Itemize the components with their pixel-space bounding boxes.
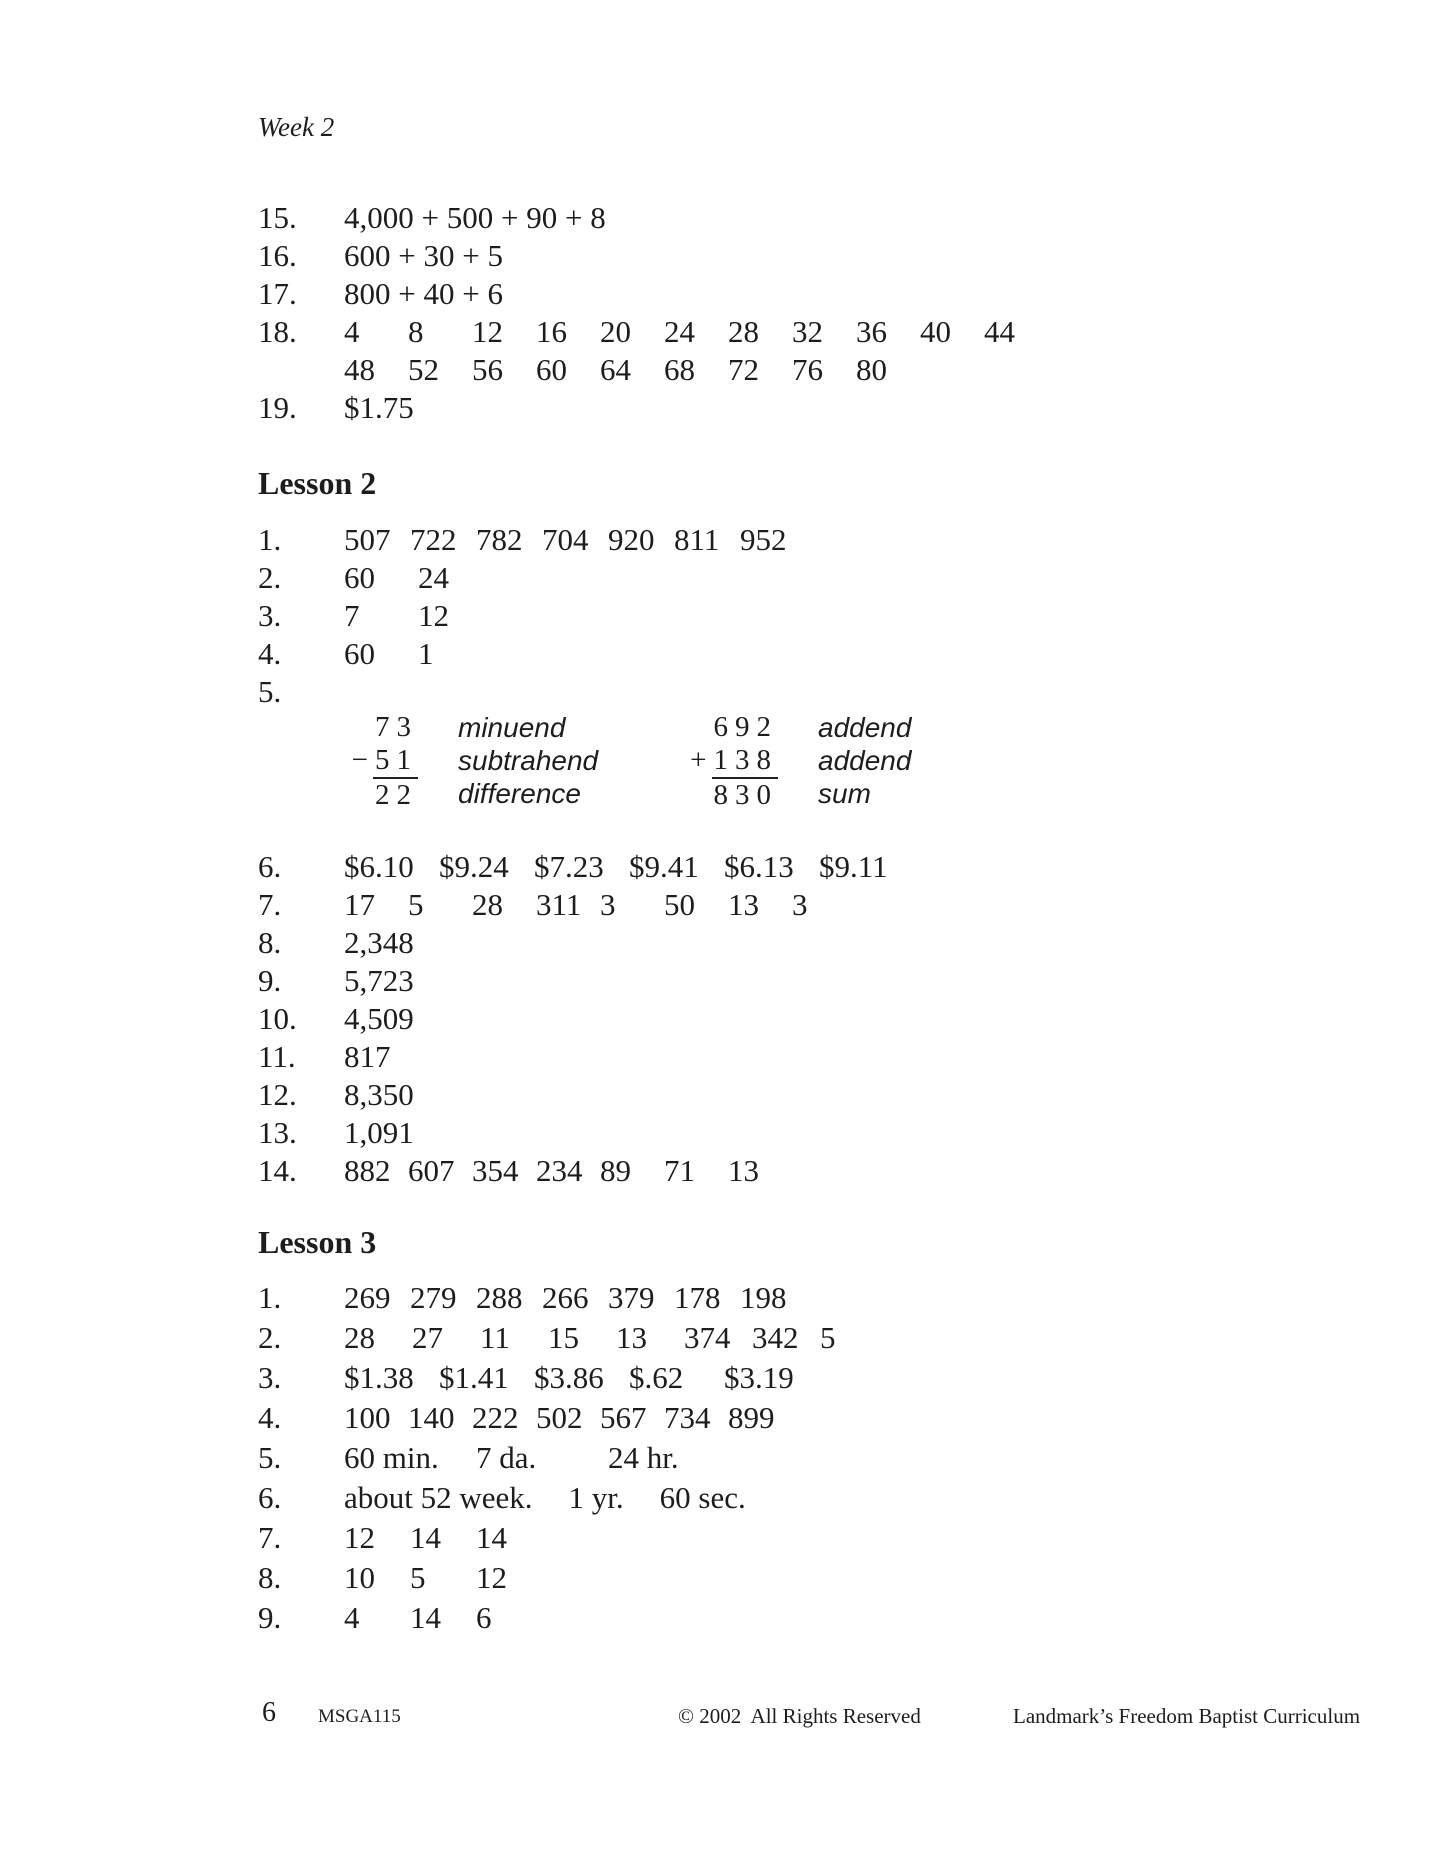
answer-value: 8 [408, 314, 424, 349]
answer-text: 5,723 [344, 963, 414, 998]
answer-item [258, 521, 1298, 559]
answer-value: 60 min. [344, 1440, 439, 1475]
answer-value: $.62 [629, 1360, 684, 1395]
answer-value: 502 [536, 1400, 583, 1435]
answer-item [258, 313, 1298, 389]
answer-value: 60 [344, 636, 375, 671]
answer-value: 952 [740, 522, 787, 557]
answer-item [258, 1076, 1298, 1114]
answer-value: 28 [728, 314, 759, 349]
answer-values [344, 1152, 792, 1190]
answer-value: 11 [480, 1320, 510, 1355]
answer-value: 40 [920, 314, 951, 349]
answer-value: $1.41 [439, 1360, 509, 1395]
answer-value: 12 [472, 314, 503, 349]
answer-value: $3.86 [534, 1360, 604, 1395]
answer-values [344, 1398, 792, 1438]
answer-value: 704 [542, 522, 589, 557]
answer-value: 13 [728, 887, 759, 922]
item-number: 4. [258, 1400, 282, 1435]
answer-value: $3.19 [724, 1360, 794, 1395]
item-number: 9. [258, 963, 282, 998]
answer-value: 567 [600, 1400, 647, 1435]
answer-values [344, 351, 1048, 389]
lesson-2-answer-list [258, 521, 1298, 1190]
answer-values [344, 313, 1048, 351]
answer-item [258, 1318, 1298, 1358]
answer-item [258, 635, 1298, 673]
answer-value: 379 [608, 1280, 655, 1315]
worked-problems [318, 711, 1298, 812]
answer-value: 14 [410, 1600, 441, 1635]
answer-value: $6.10 [344, 849, 414, 884]
answer-value: 7 [344, 598, 360, 633]
answer-item [258, 559, 1298, 597]
item-number: 1. [258, 1280, 282, 1315]
answer-value: 68 [664, 352, 695, 387]
minuend-label: minuend [458, 712, 566, 743]
item-number: 16. [258, 238, 297, 273]
answer-values [344, 886, 856, 924]
item-number: 17. [258, 276, 297, 311]
answer-item [258, 962, 1298, 1000]
item-number: 5. [258, 674, 282, 709]
answer-value: 15 [548, 1320, 579, 1355]
answer-value: 269 [344, 1280, 391, 1315]
answer-value: 24 [418, 560, 449, 595]
sequence-rows [344, 313, 1048, 389]
item-number: 7. [258, 1520, 282, 1555]
item-number: 8. [258, 925, 282, 960]
answer-values [344, 1598, 542, 1638]
answer-value: 140 [408, 1400, 455, 1435]
answer-item [258, 1038, 1298, 1076]
answer-item [258, 1358, 1298, 1398]
answer-text: 8,350 [344, 1077, 414, 1112]
answer-item [258, 237, 1298, 275]
answer-value: 60 [536, 352, 567, 387]
minuend-number: 73 [375, 711, 418, 743]
answer-values [344, 635, 492, 673]
answer-item [258, 1558, 1298, 1598]
item-number: 7. [258, 887, 282, 922]
answer-value: 288 [476, 1280, 523, 1315]
answer-value: 882 [344, 1153, 391, 1188]
answer-value: 24 [664, 314, 695, 349]
copyright-text: © 2002 All Rights Reserved [678, 1704, 921, 1728]
answer-value: $6.13 [724, 849, 794, 884]
answer-values [344, 597, 492, 635]
page-content [258, 0, 1298, 1638]
answer-value: 12 [418, 598, 449, 633]
answer-value: 20 [600, 314, 631, 349]
answer-item [258, 673, 1298, 711]
answer-item [258, 199, 1298, 237]
answer-value: $7.23 [534, 849, 604, 884]
answer-value: about 52 week. [344, 1480, 533, 1515]
answer-values [344, 1358, 819, 1398]
answer-value: 311 [536, 887, 582, 922]
answer-item [258, 1114, 1298, 1152]
answer-item [258, 1438, 1298, 1478]
answer-value: 222 [472, 1400, 519, 1435]
addend-label: addend [818, 745, 912, 776]
answer-value: 13 [616, 1320, 647, 1355]
answer-value: 920 [608, 522, 655, 557]
answer-values [344, 521, 806, 559]
page-number: 6 [262, 1697, 276, 1728]
answer-value: 100 [344, 1400, 391, 1435]
answer-text: 4,509 [344, 1001, 414, 1036]
week2-answer-list [258, 199, 1298, 427]
answer-value: $9.11 [819, 849, 888, 884]
item-number: 1. [258, 522, 282, 557]
answer-value: 14 [476, 1520, 507, 1555]
subtrahend-number: −51 [351, 744, 418, 776]
item-number: 13. [258, 1115, 297, 1150]
answer-values [344, 848, 914, 886]
item-number: 19. [258, 390, 297, 425]
answer-value: 722 [410, 522, 457, 557]
answer-value: 13 [728, 1153, 759, 1188]
answer-value: 27 [412, 1320, 443, 1355]
answer-values [344, 1438, 740, 1478]
answer-item [258, 1000, 1298, 1038]
answer-value: 89 [600, 1153, 631, 1188]
item-number: 14. [258, 1153, 297, 1188]
answer-text: 4,000 + 500 + 90 + 8 [344, 200, 606, 235]
item-number: 5. [258, 1440, 282, 1475]
answer-value: 50 [664, 887, 695, 922]
answer-item [258, 886, 1298, 924]
answer-value: 80 [856, 352, 887, 387]
answer-value: 198 [740, 1280, 787, 1315]
answer-value: 14 [410, 1520, 441, 1555]
answer-text: 2,348 [344, 925, 414, 960]
answer-item [258, 848, 1298, 886]
lesson-2-heading: Lesson 2 [258, 465, 377, 501]
answer-value: 782 [476, 522, 523, 557]
answer-value: 507 [344, 522, 391, 557]
sum-number: 830 [713, 779, 778, 811]
answer-value: 811 [674, 522, 720, 557]
answer-item [258, 1278, 1298, 1318]
sum-label: sum [818, 778, 871, 809]
item-number: 15. [258, 200, 297, 235]
lesson-3-heading: Lesson 3 [258, 1224, 377, 1260]
answer-value: $9.41 [629, 849, 699, 884]
item-number: 2. [258, 1320, 282, 1355]
subtrahend-label: subtrahend [458, 745, 599, 776]
answer-text: 800 + 40 + 6 [344, 276, 503, 311]
answer-value: 234 [536, 1153, 583, 1188]
answer-item [258, 924, 1298, 962]
answer-value: 52 [408, 352, 439, 387]
addition-problem [658, 711, 968, 812]
answer-value: 266 [542, 1280, 589, 1315]
answer-value: 28 [344, 1320, 375, 1355]
answer-item [258, 275, 1298, 313]
answer-value: 342 [752, 1320, 799, 1355]
answer-value: 899 [728, 1400, 775, 1435]
answer-value: 5 [408, 887, 424, 922]
answer-value: 24 hr. [608, 1440, 679, 1475]
answer-values [344, 1318, 888, 1358]
answer-item [258, 1518, 1298, 1558]
difference-label: difference [458, 778, 581, 809]
answer-value: $1.38 [344, 1360, 414, 1395]
answer-value: 4 [344, 314, 360, 349]
answer-item [258, 1478, 1298, 1518]
answer-values [344, 1518, 542, 1558]
item-number: 12. [258, 1077, 297, 1112]
subtraction-problem [318, 711, 628, 812]
answer-value: 36 [856, 314, 887, 349]
answer-value: 60 sec. [659, 1480, 746, 1515]
addend-number: +138 [690, 744, 778, 776]
answer-text: $1.75 [344, 390, 414, 425]
item-number: 10. [258, 1001, 297, 1036]
answer-text: 600 + 30 + 5 [344, 238, 503, 273]
answer-value: 5 [410, 1560, 426, 1595]
item-number: 4. [258, 636, 282, 671]
answer-value: 44 [984, 314, 1015, 349]
answer-value: 60 [344, 560, 375, 595]
answer-value: 5 [820, 1320, 836, 1355]
answer-value: 3 [792, 887, 808, 922]
answer-value: 10 [344, 1560, 375, 1595]
answer-value: 374 [684, 1320, 731, 1355]
answer-value: 7 da. [476, 1440, 537, 1475]
answer-text: 817 [344, 1039, 391, 1074]
product-code: MSGA115 [318, 1706, 401, 1727]
answer-item [258, 1598, 1298, 1638]
answer-value: 4 [344, 1600, 360, 1635]
answer-item [258, 597, 1298, 635]
answer-value: 16 [536, 314, 567, 349]
answer-value: 12 [476, 1560, 507, 1595]
item-number: 3. [258, 598, 282, 633]
answer-value: 354 [472, 1153, 519, 1188]
item-number: 6. [258, 849, 282, 884]
week-label: Week 2 [258, 112, 335, 142]
answer-value: 6 [476, 1600, 492, 1635]
lesson-3-answer-list [258, 1278, 1298, 1638]
answer-value: 56 [472, 352, 503, 387]
answer-value: 279 [410, 1280, 457, 1315]
item-number: 6. [258, 1480, 282, 1515]
answer-value: 607 [408, 1153, 455, 1188]
answer-text: 1,091 [344, 1115, 414, 1150]
answer-value: 32 [792, 314, 823, 349]
item-number: 3. [258, 1360, 282, 1395]
item-number: 8. [258, 1560, 282, 1595]
answer-values [344, 1558, 542, 1598]
answer-value: 71 [664, 1153, 695, 1188]
addend-number: 692 [713, 711, 778, 743]
answer-value: 178 [674, 1280, 721, 1315]
answer-value: 72 [728, 352, 759, 387]
answer-value: 1 yr. [568, 1480, 624, 1515]
difference-number: 22 [375, 779, 418, 811]
answer-value: $9.24 [439, 849, 509, 884]
answer-value: 734 [664, 1400, 711, 1435]
answer-value: 3 [600, 887, 616, 922]
item-number: 2. [258, 560, 282, 595]
addend-label: addend [818, 712, 912, 743]
publisher-name: Landmark’s Freedom Baptist Curriculum [1013, 1704, 1361, 1728]
answer-value: 17 [344, 887, 375, 922]
item-number: 18. [258, 314, 297, 349]
answer-item [258, 389, 1298, 427]
answer-values [344, 1278, 806, 1318]
answer-value: 12 [344, 1520, 375, 1555]
answer-values [344, 1478, 782, 1518]
answer-item [258, 1152, 1298, 1190]
answer-values [344, 559, 492, 597]
answer-value: 48 [344, 352, 375, 387]
item-number: 9. [258, 1600, 282, 1635]
answer-value: 28 [472, 887, 503, 922]
answer-value: 64 [600, 352, 631, 387]
answer-item [258, 1398, 1298, 1438]
item-number: 11. [258, 1039, 296, 1074]
answer-value: 1 [418, 636, 434, 671]
answer-value: 76 [792, 352, 823, 387]
